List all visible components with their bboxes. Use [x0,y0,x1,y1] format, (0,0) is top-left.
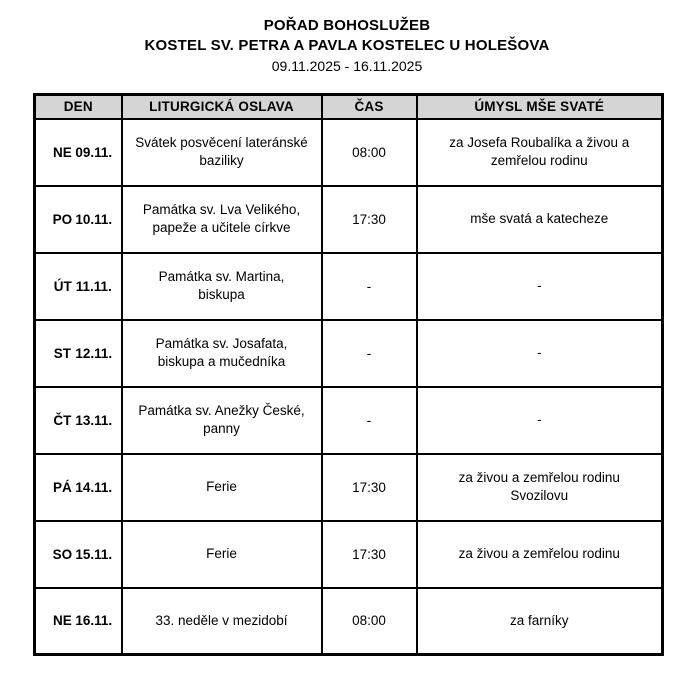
intention-cell: za živou a zemřelou rodinu [417,521,663,588]
intention-cell: za farníky [417,588,663,655]
time-cell: 08:00 [322,588,417,655]
column-header-day: DEN [35,95,122,119]
intention-cell: za živou a zemřelou rodinu Svozilovu [417,454,663,521]
table-header-row [35,95,663,119]
day-cell [35,521,122,588]
time-cell: 17:30 [322,521,417,588]
day-cell [35,253,122,320]
time-cell: - [322,387,417,454]
table-row [35,253,663,320]
table-row [35,521,663,588]
day-cell [35,588,122,655]
day-date: 10.11. [75,211,113,227]
celebration-cell: Památka sv. Josafata, biskupa a mučedníka [122,320,322,387]
celebration-cell: Památka sv. Lva Velikého, papeže a učitele církve [122,186,322,253]
intention-cell: - [417,387,663,454]
table-row [35,119,663,186]
time-cell: - [322,320,417,387]
day-abbreviation: ČT [53,412,72,428]
column-header-celebration: LITURGICKÁ OSLAVA [122,95,322,119]
table-row [35,588,663,655]
intention-cell: mše svatá a katecheze [417,186,663,253]
service-schedule-table [33,93,664,656]
schedule-body [35,119,663,655]
celebration-cell: Svátek posvěcení lateránské baziliky [122,119,322,186]
day-cell [35,454,122,521]
celebration-cell: Památka sv. Martina, biskupa [122,253,322,320]
day-cell [35,387,122,454]
day-abbreviation: NE [52,144,72,160]
time-cell: 17:30 [322,454,417,521]
day-abbreviation: ST [53,345,71,361]
day-date: 09.11. [75,144,113,160]
celebration-cell: 33. neděle v mezidobí [122,588,322,655]
day-abbreviation: SO [52,546,73,562]
table-row [35,186,663,253]
day-date: 16.11. [75,613,113,629]
day-date: 13.11. [75,412,113,428]
date-range: 09.11.2025 - 16.11.2025 [271,58,423,74]
day-cell [35,320,122,387]
church-name: KOSTEL SV. PETRA A PAVLA KOSTELEC U HOLEŠOVA [144,37,550,54]
time-cell: - [322,253,417,320]
table-row [35,320,663,387]
day-abbreviation: NE [52,613,72,629]
document-header [0,0,694,76]
day-abbreviation: ÚT [53,278,72,294]
time-cell: 17:30 [322,186,417,253]
day-abbreviation: PÁ [52,479,72,495]
day-abbreviation: PO [52,211,73,227]
celebration-cell: Památka sv. Anežky České, panny [122,387,322,454]
column-header-intention: ÚMYSL MŠE SVATÉ [417,95,663,119]
intention-cell: - [417,320,663,387]
day-cell [35,119,122,186]
document-title: POŘAD BOHOSLUŽEB [263,17,431,34]
day-date: 12.11. [75,345,113,361]
day-date: 15.11. [75,546,113,562]
column-header-time: ČAS [322,95,417,119]
table-row [35,454,663,521]
celebration-cell: Ferie [122,454,322,521]
day-date: 11.11. [75,278,112,294]
celebration-cell: Ferie [122,521,322,588]
time-cell: 08:00 [322,119,417,186]
intention-cell: za Josefa Roubalíka a živou a zemřelou rodinu [417,119,663,186]
day-date: 14.11. [75,479,113,495]
intention-cell: - [417,253,663,320]
day-cell [35,186,122,253]
table-row [35,387,663,454]
